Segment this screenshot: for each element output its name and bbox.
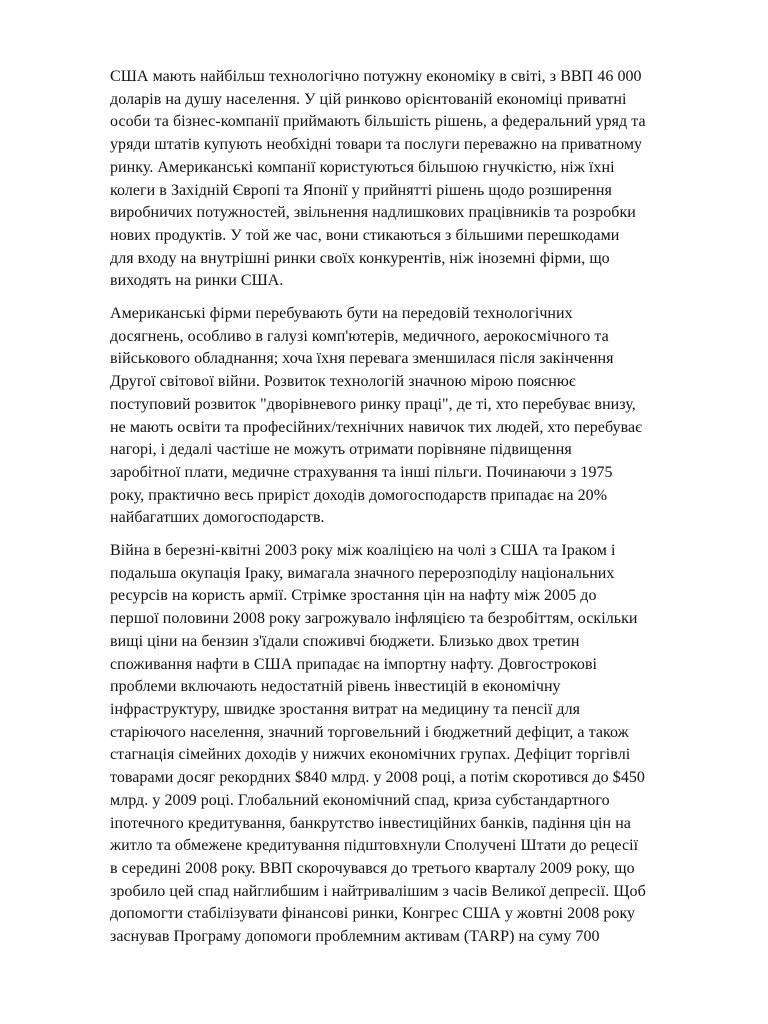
text-line: виробничих потужностей, звільнення надлишкових працівників та розробки xyxy=(110,204,636,222)
text-line: товарами досяг рекордних $840 млрд. у 2008 році, а потім скоротився до $450 xyxy=(110,769,645,787)
paragraph-technology-labor xyxy=(110,303,668,530)
paragraph-war-and-crisis xyxy=(110,540,668,949)
text-line: першої половини 2008 року загрожувало інфляцією та безробіттям, оскільки xyxy=(110,610,638,628)
text-line: досягнень, особливо в галузі комп'ютерів, медичного, аерокосмічного та xyxy=(110,327,609,345)
text-line: вищі ціни на бензин з'їдали споживчі бюджети. Близько двох третин xyxy=(110,632,580,650)
text-line: заробітної плати, медичне страхування та інші пільги. Починаючи з 1975 xyxy=(110,463,613,481)
text-line: найбагатших домогосподарств. xyxy=(110,509,325,527)
text-line: Війна в березні-квітні 2003 року між коаліцією на чолі з США та Іраком і xyxy=(110,542,616,560)
text-line: поступовий розвиток "дворівневого ринку праці", де ті, хто перебуває внизу, xyxy=(110,395,636,413)
text-line: заснував Програму допомоги проблемним активам (TARP) на суму 700 xyxy=(110,928,600,946)
text-line: зробило цей спад найглибшим і найтривалішим з часів Великої депресії. Щоб xyxy=(110,882,646,900)
text-line: не мають освіти та професійних/технічних навичок тих людей, хто перебуває xyxy=(110,418,643,436)
text-line: доларів на душу населення. У цій ринково орієнтованій економіці приватні xyxy=(110,90,627,108)
document-body xyxy=(110,66,668,949)
text-line: подальша окупація Іраку, вимагала значного перерозподілу національних xyxy=(110,564,615,582)
text-line: споживання нафти в США припадає на імпортну нафту. Довгострокові xyxy=(110,655,598,673)
text-line: в середині 2008 року. ВВП скорочувався до третього кварталу 2009 року, що xyxy=(110,859,635,877)
text-line: проблеми включають недостатній рівень інвестицій в економічну xyxy=(110,678,561,696)
text-line: іпотечного кредитування, банкрутство інвестиційних банків, падіння цін на xyxy=(110,814,631,832)
text-line: нагорі, і дедалі частіше не можуть отримати порівняне підвищення xyxy=(110,441,572,459)
text-line: допомогти стабілізувати фінансові ринки, Конгрес США у жовтні 2008 року xyxy=(110,905,636,923)
text-line: для входу на внутрішні ринки своїх конкурентів, ніж іноземні фірми, що xyxy=(110,249,610,267)
text-line: особи та бізнес-компанії приймають більшість рішень, а федеральний уряд та xyxy=(110,113,646,131)
text-line: військового обладнання; хоча їхня перевага зменшилася після закінчення xyxy=(110,350,614,368)
text-line: житло та обмежене кредитування підштовхнули Сполучені Штати до рецесії xyxy=(110,837,639,855)
text-line: року, практично весь приріст доходів домогосподарств припадає на 20% xyxy=(110,486,608,504)
text-line: Американські фірми перебувають бути на передовій технологічних xyxy=(110,305,573,323)
text-line: уряди штатів купують необхідні товари та послуги переважно на приватному xyxy=(110,136,643,154)
text-line: стагнація сімейних доходів у нижчих економічних групах. Дефіцит торгівлі xyxy=(110,746,631,764)
text-line: нових продуктів. У той же час, вони стикаються з більшими перешкодами xyxy=(110,226,620,244)
text-line: ресурсів на користь армії. Стрімке зростання цін на нафту між 2005 до xyxy=(110,587,597,605)
text-line: млрд. у 2009 році. Глобальний економічний спад, криза субстандартного xyxy=(110,791,610,809)
text-line: інфраструктуру, швидке зростання витрат на медицину та пенсії для xyxy=(110,700,581,718)
text-line: колеги в Західній Європі та Японії у прийнятті рішень щодо розширення xyxy=(110,181,612,199)
paragraph-economy-overview xyxy=(110,66,668,293)
text-line: виходять на ринки США. xyxy=(110,272,284,290)
text-line: США мають найбільш технологічно потужну економіку в світі, з ВВП 46 000 xyxy=(110,68,642,85)
text-line: Другої світової війни. Розвиток технологій значною мірою пояснює xyxy=(110,373,576,391)
text-line: ринку. Американські компанії користуються більшою гнучкістю, ніж їхні xyxy=(110,158,615,176)
text-line: старіючого населення, значний торговельний і бюджетний дефіцит, а також xyxy=(110,723,629,741)
